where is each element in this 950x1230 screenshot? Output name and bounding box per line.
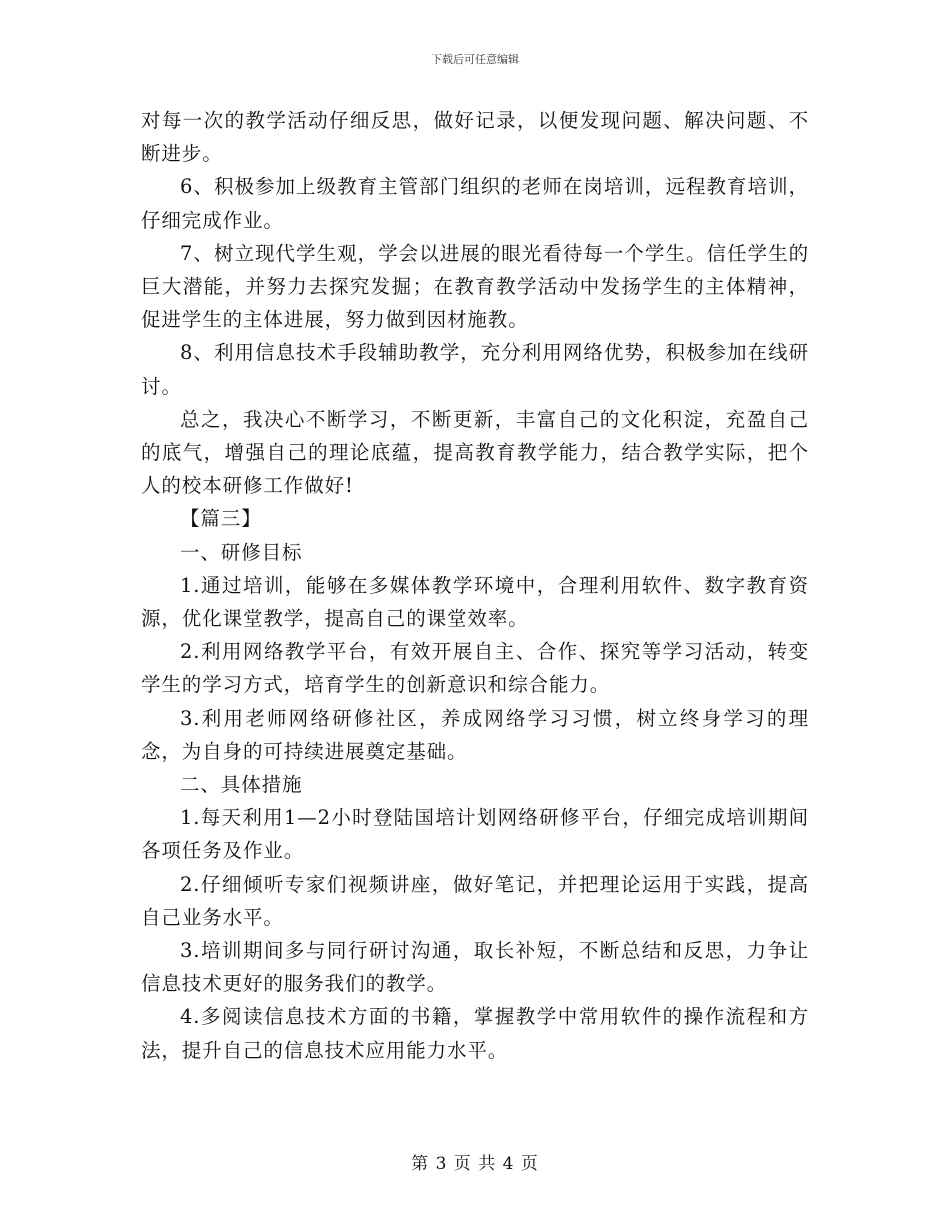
- document-body: [141, 104, 809, 1067]
- list-item: 2.利用网络教学平台，有效开展自主、合作、探究等学习活动，转变学生的学习方式，培育学生的创新意识和综合能力。: [141, 640, 809, 697]
- list-item: 3.利用老师网络研修社区，养成网络学习习惯，树立终身学习的理念，为自身的可持续进展奠定基础。: [141, 706, 809, 763]
- section-heading: 【篇三】: [180, 507, 262, 531]
- list-item: 4.多阅读信息技术方面的书籍，掌握教学中常用软件的操作流程和方法，提升自己的信息技术应用能力水平。: [141, 1005, 809, 1062]
- list-item: 1.每天利用1—2小时登陆国培计划网络研修平台，仔细完成培训期间各项任务及作业。: [141, 806, 809, 863]
- subsection-heading: 二、具体措施: [180, 773, 303, 797]
- list-item: 2.仔细倾听专家们视频讲座，做好笔记，并把理论运用于实践，提高自己业务水平。: [141, 872, 809, 929]
- page-footer: 第 3 页 共 4 页: [411, 1154, 539, 1174]
- paragraph: 7、树立现代学生观，学会以进展的眼光看待每一个学生。信任学生的巨大潜能，并努力去探究发掘；在教育教学活动中发扬学生的主体精神，促进学生的主体进展，努力做到因材施教。: [141, 241, 809, 332]
- paragraph: 对每一次的教学活动仔细反思，做好记录，以便发现问题、解决问题、不断进步。: [141, 109, 809, 166]
- subsection-heading: 一、研修目标: [180, 540, 303, 564]
- paragraph: 总之，我决心不断学习，不断更新，丰富自己的文化积淀，充盈自己的底气，增强自己的理论底蕴，提高教育教学能力，结合教学实际，把个人的校本研修工作做好!: [141, 407, 809, 498]
- paragraph: 8、利用信息技术手段辅助教学，充分利用网络优势，积极参加在线研讨。: [141, 341, 809, 398]
- paragraph: 6、积极参加上级教育主管部门组织的老师在岗培训，远程教育培训，仔细完成作业。: [141, 175, 809, 232]
- list-item: 3.培训期间多与同行研讨沟通，取长补短，不断总结和反思，力争让信息技术更好的服务我们的教学。: [141, 939, 809, 996]
- page-header: 下载后可任意编辑: [431, 53, 519, 66]
- list-item: 1.通过培训，能够在多媒体教学环境中，合理利用软件、数字教育资源，优化课堂教学，提高自己的课堂效率。: [141, 573, 809, 631]
